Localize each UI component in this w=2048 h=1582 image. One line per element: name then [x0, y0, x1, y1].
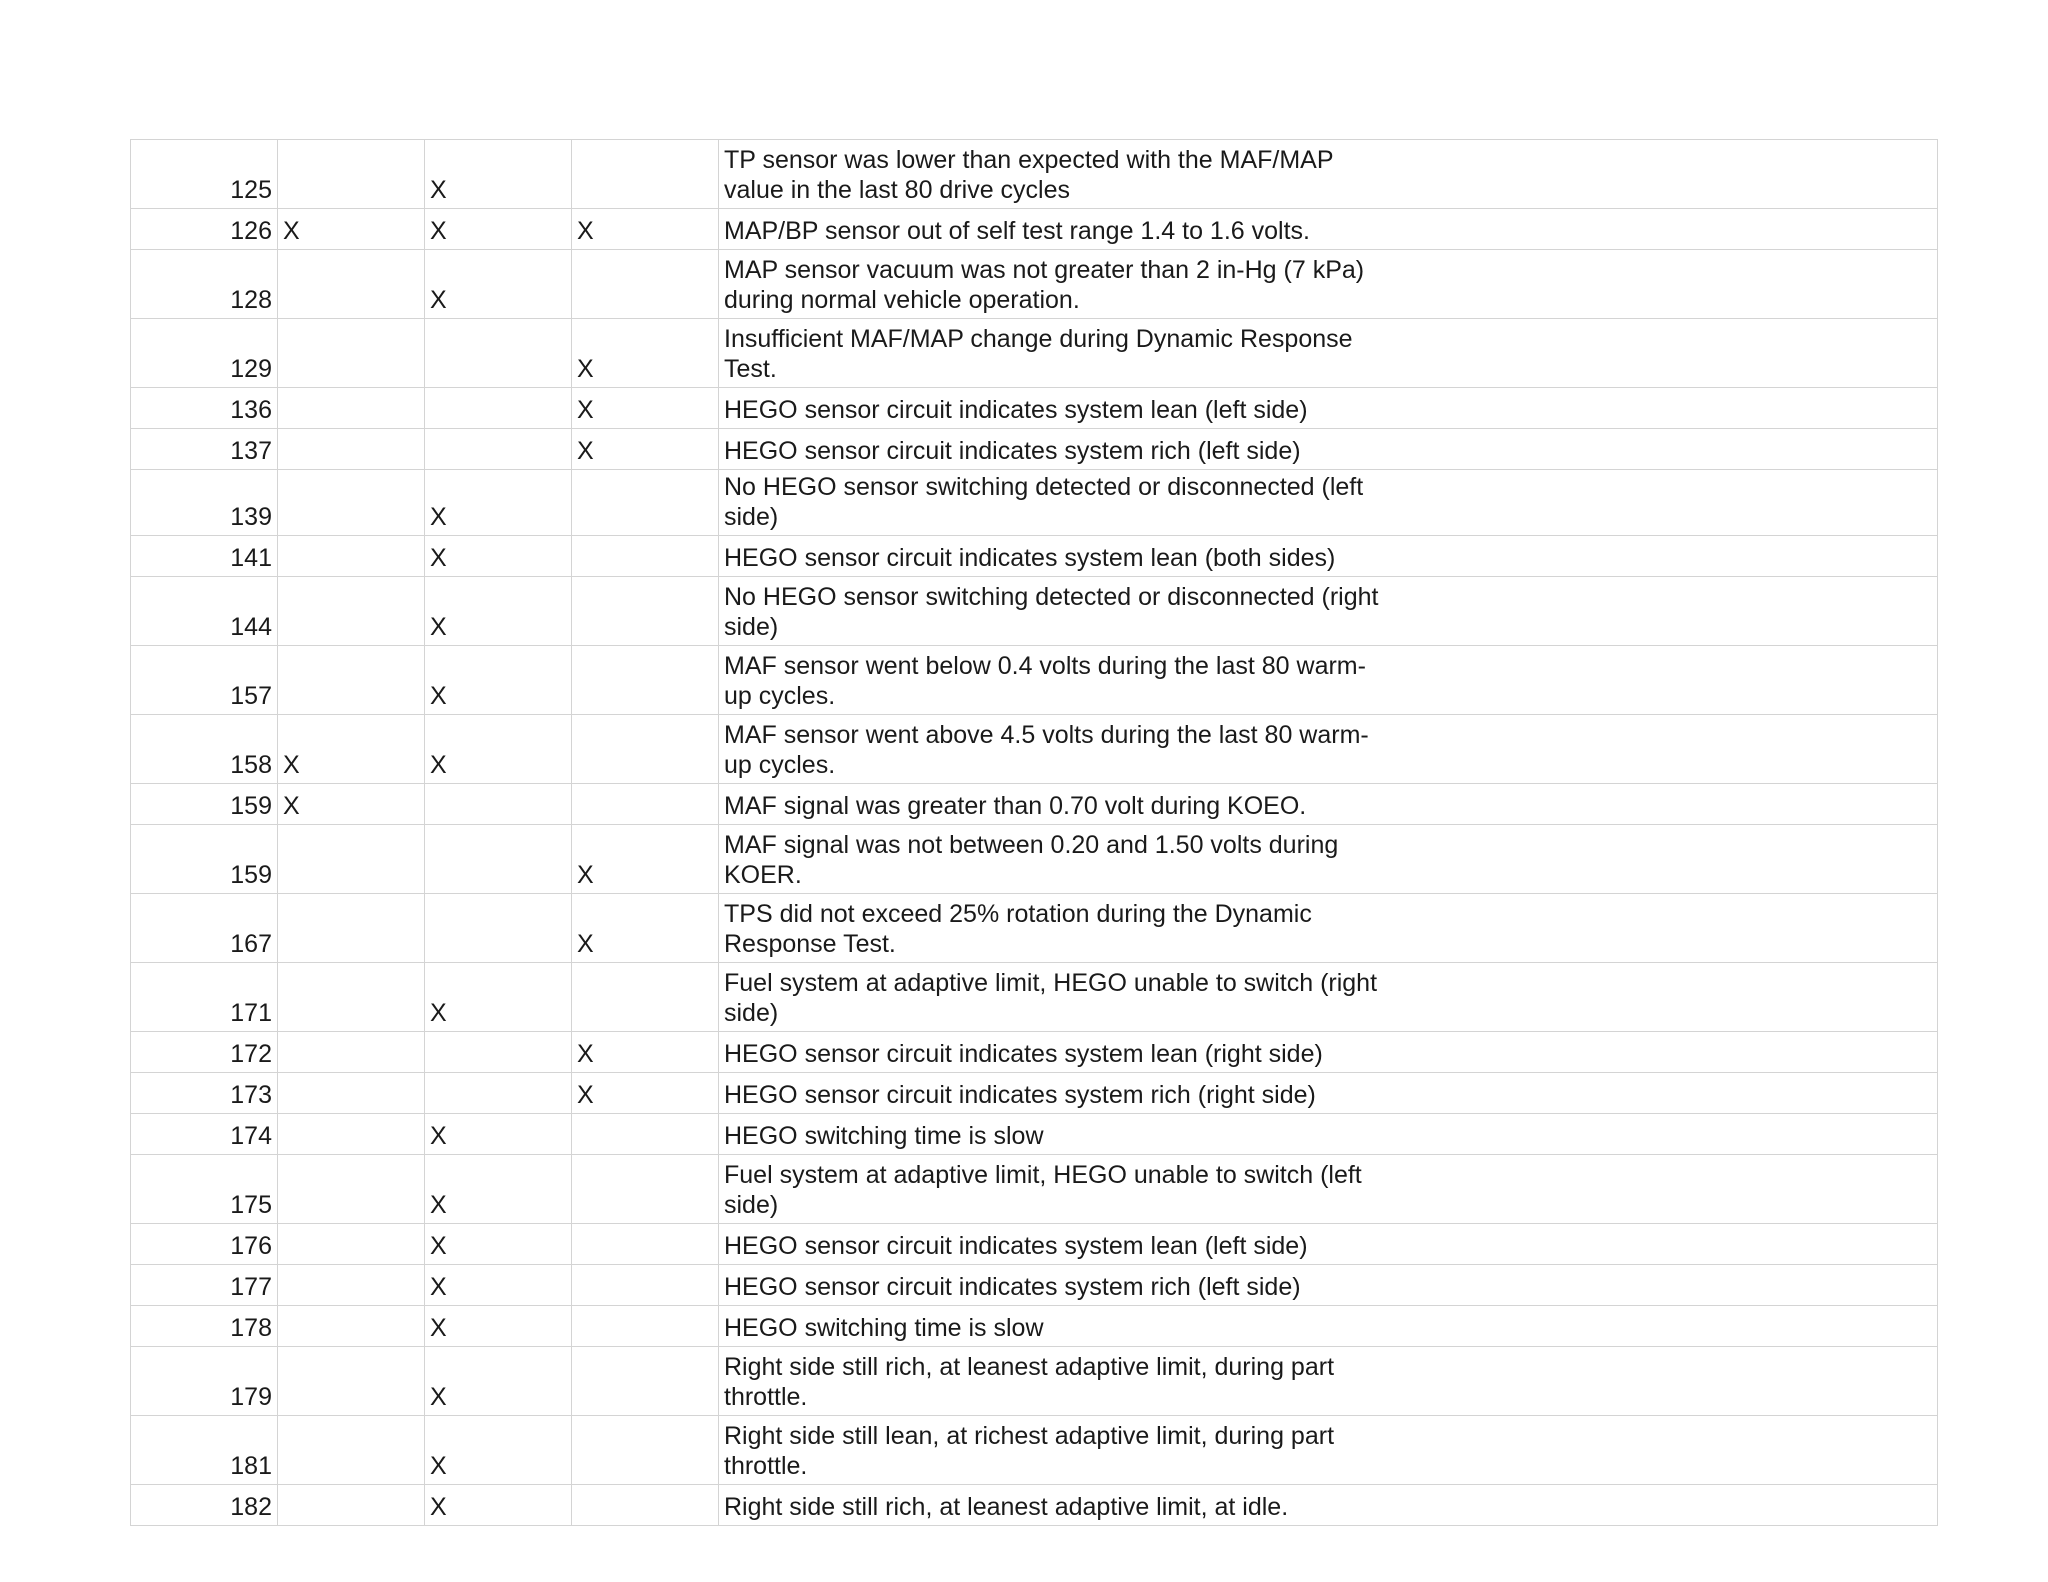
code-cell: 128 — [131, 250, 278, 319]
code-cell: 137 — [131, 429, 278, 470]
table-row — [131, 784, 1938, 825]
description-text: HEGO sensor circuit indicates system rich (left side) — [724, 1273, 1301, 1301]
description-text: MAP/BP sensor out of self test range 1.4 to 1.6 volts. — [724, 217, 1310, 245]
description-text: No HEGO sensor switching detected or disconnected (right side) — [724, 583, 1379, 641]
table-row — [131, 250, 1938, 319]
table-row — [131, 1265, 1938, 1306]
description-text: MAF sensor went below 0.4 volts during the last 80 warm-up cycles. — [724, 652, 1366, 710]
koer-mark-cell — [572, 1306, 719, 1347]
code-cell: 179 — [131, 1347, 278, 1416]
description-text: TPS did not exceed 25% rotation during the Dynamic Response Test. — [724, 900, 1312, 958]
koer-mark-cell: X — [572, 894, 719, 963]
description-cell — [719, 1485, 1938, 1526]
description-text: HEGO sensor circuit indicates system lean (both sides) — [724, 544, 1336, 572]
continuous-mark-cell: X — [425, 536, 572, 577]
table-row — [131, 536, 1938, 577]
description-cell — [719, 1073, 1938, 1114]
koeo-mark-cell — [278, 1485, 425, 1526]
description-cell — [719, 1416, 1938, 1485]
continuous-mark-cell: X — [425, 1347, 572, 1416]
code-cell: 177 — [131, 1265, 278, 1306]
description-text: HEGO sensor circuit indicates system rich (right side) — [724, 1081, 1316, 1109]
continuous-mark-cell — [425, 319, 572, 388]
code-cell: 167 — [131, 894, 278, 963]
koer-mark-cell — [572, 1416, 719, 1485]
koer-mark-cell — [572, 784, 719, 825]
koeo-mark-cell: X — [278, 209, 425, 250]
code-cell: 159 — [131, 825, 278, 894]
koer-mark-cell — [572, 250, 719, 319]
koer-mark-cell — [572, 1347, 719, 1416]
koeo-mark-cell — [278, 536, 425, 577]
code-cell: 139 — [131, 470, 278, 536]
continuous-mark-cell — [425, 1032, 572, 1073]
description-text: No HEGO sensor switching detected or disconnected (left side) — [724, 473, 1364, 531]
koer-mark-cell — [572, 470, 719, 536]
table-row — [131, 715, 1938, 784]
koeo-mark-cell — [278, 250, 425, 319]
description-text: MAF sensor went above 4.5 volts during the last 80 warm-up cycles. — [724, 721, 1369, 779]
continuous-mark-cell: X — [425, 140, 572, 209]
table-row — [131, 1416, 1938, 1485]
description-cell — [719, 1224, 1938, 1265]
continuous-mark-cell — [425, 429, 572, 470]
continuous-mark-cell: X — [425, 1306, 572, 1347]
koer-mark-cell — [572, 1114, 719, 1155]
code-cell: 136 — [131, 388, 278, 429]
koer-mark-cell: X — [572, 1073, 719, 1114]
description-text: Right side still lean, at richest adaptive limit, during part throttle. — [724, 1422, 1335, 1480]
description-cell — [719, 646, 1938, 715]
continuous-mark-cell: X — [425, 1265, 572, 1306]
description-text: MAP sensor vacuum was not greater than 2 in-Hg (7 kPa) during normal vehicle operation. — [724, 256, 1365, 314]
table-row — [131, 1347, 1938, 1416]
table-row — [131, 1032, 1938, 1073]
koeo-mark-cell — [278, 319, 425, 388]
description-cell — [719, 1347, 1938, 1416]
description-cell — [719, 388, 1938, 429]
continuous-mark-cell: X — [425, 470, 572, 536]
description-cell — [719, 319, 1938, 388]
continuous-mark-cell — [425, 1073, 572, 1114]
code-cell: 178 — [131, 1306, 278, 1347]
koeo-mark-cell — [278, 646, 425, 715]
description-text: MAF signal was not between 0.20 and 1.50 volts during KOER. — [724, 831, 1339, 889]
code-cell: 174 — [131, 1114, 278, 1155]
description-cell — [719, 894, 1938, 963]
koer-mark-cell — [572, 140, 719, 209]
table-row — [131, 209, 1938, 250]
code-cell: 141 — [131, 536, 278, 577]
code-cell: 129 — [131, 319, 278, 388]
description-cell — [719, 250, 1938, 319]
continuous-mark-cell — [425, 388, 572, 429]
table-row — [131, 1155, 1938, 1224]
koer-mark-cell: X — [572, 319, 719, 388]
koer-mark-cell: X — [572, 825, 719, 894]
continuous-mark-cell: X — [425, 1114, 572, 1155]
koeo-mark-cell: X — [278, 715, 425, 784]
description-text: HEGO sensor circuit indicates system lean (left side) — [724, 396, 1308, 424]
description-text: Right side still rich, at leanest adaptive limit, at idle. — [724, 1493, 1289, 1521]
description-cell — [719, 470, 1938, 536]
koeo-mark-cell — [278, 1265, 425, 1306]
code-cell: 126 — [131, 209, 278, 250]
continuous-mark-cell: X — [425, 577, 572, 646]
table-row — [131, 140, 1938, 209]
code-cell: 157 — [131, 646, 278, 715]
koer-mark-cell — [572, 1485, 719, 1526]
description-cell — [719, 577, 1938, 646]
continuous-mark-cell: X — [425, 1485, 572, 1526]
description-cell — [719, 1114, 1938, 1155]
koer-mark-cell — [572, 1265, 719, 1306]
table-row — [131, 577, 1938, 646]
continuous-mark-cell — [425, 784, 572, 825]
koer-mark-cell — [572, 715, 719, 784]
koeo-mark-cell — [278, 1114, 425, 1155]
koer-mark-cell: X — [572, 429, 719, 470]
koeo-mark-cell — [278, 577, 425, 646]
description-text: HEGO sensor circuit indicates system rich (left side) — [724, 437, 1301, 465]
koeo-mark-cell — [278, 429, 425, 470]
table-row — [131, 963, 1938, 1032]
koeo-mark-cell — [278, 1224, 425, 1265]
continuous-mark-cell: X — [425, 646, 572, 715]
description-text: Right side still rich, at leanest adaptive limit, during part throttle. — [724, 1353, 1335, 1411]
table-row — [131, 646, 1938, 715]
description-text: HEGO switching time is slow — [724, 1314, 1044, 1342]
koeo-mark-cell — [278, 470, 425, 536]
continuous-mark-cell: X — [425, 1224, 572, 1265]
continuous-mark-cell: X — [425, 963, 572, 1032]
continuous-mark-cell — [425, 894, 572, 963]
table-row — [131, 1114, 1938, 1155]
koer-mark-cell: X — [572, 388, 719, 429]
table-row — [131, 319, 1938, 388]
description-cell — [719, 715, 1938, 784]
description-cell — [719, 784, 1938, 825]
koeo-mark-cell — [278, 894, 425, 963]
koeo-mark-cell — [278, 825, 425, 894]
description-cell — [719, 1032, 1938, 1073]
description-cell — [719, 1155, 1938, 1224]
koer-mark-cell — [572, 963, 719, 1032]
description-text: Insufficient MAF/MAP change during Dynamic Response Test. — [724, 325, 1353, 383]
description-text: MAF signal was greater than 0.70 volt during KOEO. — [724, 792, 1307, 820]
code-table — [130, 139, 1938, 1526]
code-cell: 171 — [131, 963, 278, 1032]
description-cell — [719, 140, 1938, 209]
description-cell — [719, 209, 1938, 250]
code-cell: 176 — [131, 1224, 278, 1265]
code-cell: 175 — [131, 1155, 278, 1224]
table-row — [131, 1224, 1938, 1265]
description-text: HEGO switching time is slow — [724, 1122, 1044, 1150]
koeo-mark-cell — [278, 1416, 425, 1485]
table-row — [131, 429, 1938, 470]
table-row — [131, 1306, 1938, 1347]
code-cell: 125 — [131, 140, 278, 209]
description-text: Fuel system at adaptive limit, HEGO unable to switch (right side) — [724, 969, 1378, 1027]
koeo-mark-cell — [278, 1155, 425, 1224]
description-cell — [719, 963, 1938, 1032]
koeo-mark-cell — [278, 963, 425, 1032]
koer-mark-cell — [572, 1155, 719, 1224]
koer-mark-cell: X — [572, 209, 719, 250]
description-cell — [719, 429, 1938, 470]
description-cell — [719, 1306, 1938, 1347]
koeo-mark-cell — [278, 1032, 425, 1073]
code-cell: 158 — [131, 715, 278, 784]
koeo-mark-cell — [278, 1347, 425, 1416]
continuous-mark-cell: X — [425, 1155, 572, 1224]
table-row — [131, 470, 1938, 536]
table-row — [131, 894, 1938, 963]
continuous-mark-cell: X — [425, 250, 572, 319]
code-cell: 173 — [131, 1073, 278, 1114]
description-text: HEGO sensor circuit indicates system lean (left side) — [724, 1232, 1308, 1260]
koer-mark-cell — [572, 577, 719, 646]
koer-mark-cell — [572, 536, 719, 577]
koer-mark-cell — [572, 646, 719, 715]
koer-mark-cell: X — [572, 1032, 719, 1073]
koer-mark-cell — [572, 1224, 719, 1265]
continuous-mark-cell: X — [425, 1416, 572, 1485]
table-row — [131, 388, 1938, 429]
description-cell — [719, 1265, 1938, 1306]
table-row — [131, 825, 1938, 894]
description-text: Fuel system at adaptive limit, HEGO unable to switch (left side) — [724, 1161, 1362, 1219]
continuous-mark-cell: X — [425, 715, 572, 784]
koeo-mark-cell — [278, 388, 425, 429]
description-text: TP sensor was lower than expected with the MAF/MAP value in the last 80 drive cycles — [724, 146, 1334, 204]
continuous-mark-cell — [425, 825, 572, 894]
continuous-mark-cell: X — [425, 209, 572, 250]
table-row — [131, 1073, 1938, 1114]
code-table-body — [131, 140, 1938, 1526]
koeo-mark-cell — [278, 140, 425, 209]
code-cell: 172 — [131, 1032, 278, 1073]
description-cell — [719, 825, 1938, 894]
koeo-mark-cell: X — [278, 784, 425, 825]
description-text: HEGO sensor circuit indicates system lean (right side) — [724, 1040, 1323, 1068]
code-cell: 159 — [131, 784, 278, 825]
koeo-mark-cell — [278, 1073, 425, 1114]
code-cell: 182 — [131, 1485, 278, 1526]
table-row — [131, 1485, 1938, 1526]
code-cell: 144 — [131, 577, 278, 646]
description-cell — [719, 536, 1938, 577]
code-cell: 181 — [131, 1416, 278, 1485]
koeo-mark-cell — [278, 1306, 425, 1347]
